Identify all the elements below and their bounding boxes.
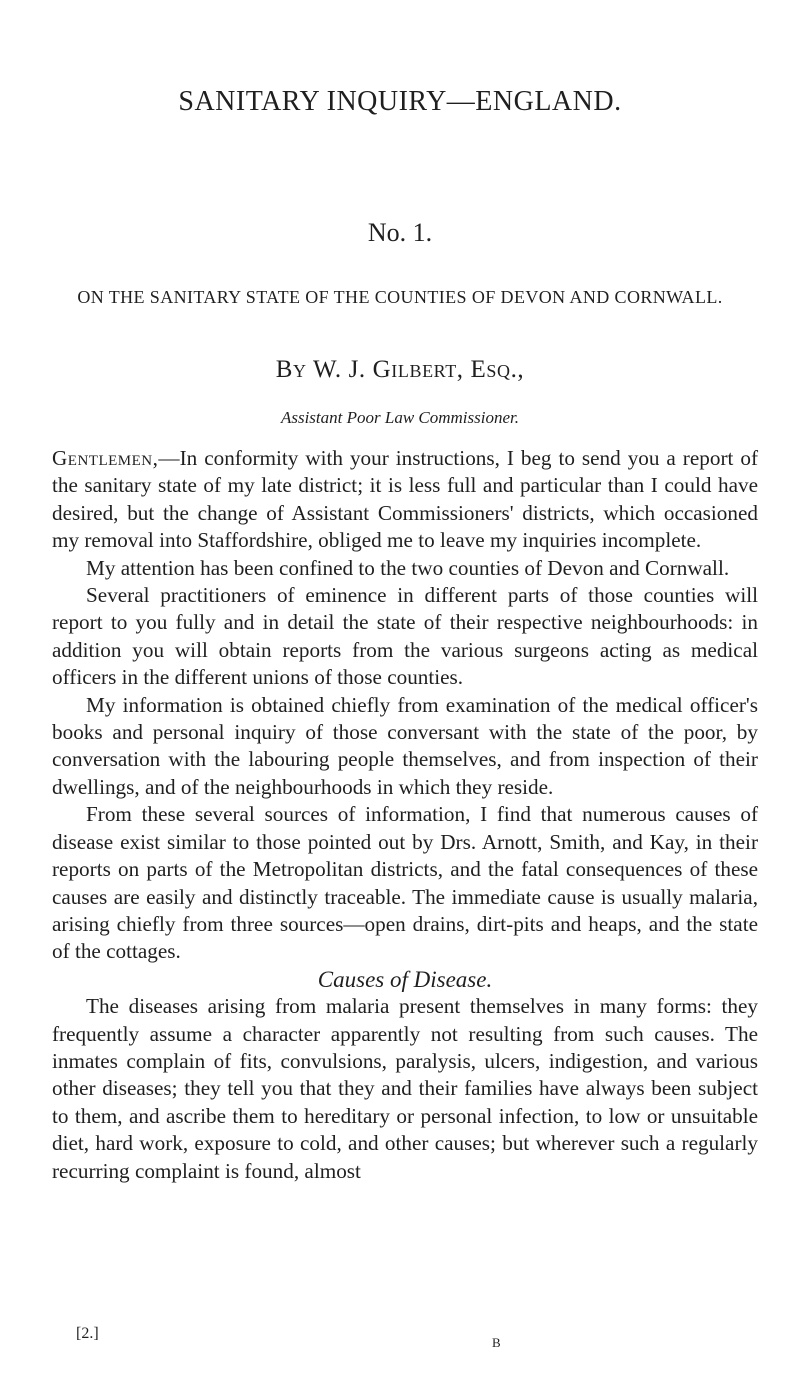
- running-head: SANITARY INQUIRY—ENGLAND.: [178, 86, 622, 117]
- signature-letter: B: [492, 1335, 501, 1350]
- paragraph-3: Several practitioners of eminence in different parts of those counties will report to you fully and in detail the state of their respective neighbourhoods: in addition you will obtain reports from the various surgeons acting as medical officers in the different unions of those counties.: [52, 583, 758, 690]
- paragraph-1: [52, 445, 758, 555]
- byline-text: By W. J. Gilbert, Esq.,: [275, 356, 525, 383]
- signature-mark: [2.]: [76, 1325, 99, 1342]
- paragraph-4: My information is obtained chiefly from examination of the medical officer's books and personal inquiry of those conversant with the state of the poor, by conversation with the labouring people themselves, and from inspection of their dwellings, and of the neighbourhoods in which they reside.: [52, 692, 758, 799]
- paragraph-6: The diseases arising from malaria present themselves in many forms: they frequently assume a character apparently not resulting from such causes. The inmates complain of fits, convulsions, paralysis, ulcers, indigestion, and various other diseases; they tell you that they and their families have always been subject to them, and ascribe them to hereditary or personal infection, to low or unsuitable diet, hard work, exposure to cold, and other causes; but wherever such a regularly recurring complaint is found, almost: [52, 994, 758, 1183]
- byline-role: Assistant Poor Law Commissioner.: [280, 408, 520, 427]
- byline: [0, 356, 800, 384]
- report-body: [52, 445, 758, 1185]
- section-heading: Causes of Disease.: [317, 966, 493, 992]
- paragraph-5: From these several sources of information, I find that numerous causes of disease exist similar to those pointed out by Drs. Arnott, Smith, and Kay, in their reports on parts of the Metropolitan districts, and the fatal consequences of these causes are easily and distinctly traceable. The immediate cause is usually malaria, arising chiefly from three sources—open drains, dirt-pits and heaps, and the state of the cottages.: [52, 802, 758, 964]
- paragraph-2: My attention has been confined to the two counties of Devon and Cornwall.: [86, 555, 730, 580]
- report-number: No. 1.: [367, 218, 433, 247]
- report-title: ON THE SANITARY STATE OF THE COUNTIES OF DEVON AND CORNWALL.: [77, 287, 723, 307]
- salutation: Gentlemen,: [52, 446, 159, 470]
- paragraph-1-text: —In conformity with your instructions, I beg to send you a report of the sanitary state of my late district; it is less full and particular than I could have desired, but the change of Assistant Commissioners' districts, which occasioned my removal into Staffordshire, obliged me to leave my inquiries incomplete.: [52, 446, 758, 553]
